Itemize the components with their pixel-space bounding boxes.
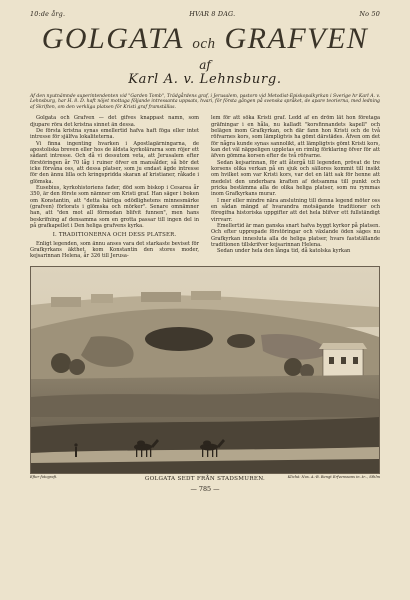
title-connector: och — [192, 36, 216, 52]
title-grafven: GRAFVEN — [224, 22, 369, 55]
paragraph: Sedan under hela den långa tid, då katolska kyrkan — [217, 248, 351, 255]
paragraph: I mer eller mindre nära anslutning till denna legend möter oss en sådan mängd af hvarandra motsägande traditioner och föregifna historiska uppgifter att det hela blifver ett fullständigt virrvarr. — [211, 197, 380, 223]
running-header — [30, 10, 380, 18]
page-number: — 785 — — [190, 484, 220, 493]
article-title — [30, 24, 380, 59]
photo-credit-right: Klichá: Nos. A.-B. Bengt Erfvenssons in..tr.., Sthlm — [287, 474, 380, 479]
photo-credit-left: Efter fotografi. — [30, 474, 58, 479]
paragraph: De första kristna synas emellertid hafva haft föga eller intet intresse för själfva lokaliteterna. — [30, 127, 199, 141]
photo-illustration — [31, 267, 379, 473]
editorial-intro: Af den nyutnämnde superintendenten vid "Garden Tomb", Trädgårdens graf, i Jerusalem, pastorn vid Metodist-Episkopalkyrkan i Sverige hr Karl A. v. Lehnsburg, har H. 8. D. haft nöjet mottaga följande intressanta uppsats, hvari, för första gången på svenska språket, de apare teorierna, med ledning af Skriften, om den verkliga platsen för Kristi graf framställas. — [30, 94, 380, 110]
author-byline: Karl A. v. Lehnsburg. — [128, 72, 282, 87]
paragraph: Emellertid är man ganska snart hafva byggt kyrkor på platsen. Och efter upprepade förstöringar och växlande öden såges nu Grafkyrkan innesluta alla de heliga platser, hvars fastställande traditionen tillskrifver kejsarinnan Helena. — [211, 223, 380, 249]
volume-label: 10:de årg. — [30, 10, 66, 18]
left-column — [30, 115, 199, 260]
title-af: af — [199, 58, 211, 72]
title-golgata: GOLGATA — [41, 22, 184, 55]
paragraph: Sedan kejsarinnan, för att återgå till legenden, prövat de tre korsens olika verkan på en sjuk och sällores kommit till insikt om hvilket som var Kristi kors, var det en lätt sak för henne att medelst den underbara kraften af detsamma till punkt och pricka bestämma alla de olika heliga platser, som nu rymmas inom Grafkyrkans murar. — [211, 159, 380, 198]
paragraph: Vi finna ingenting hvarken i Apostlagärningarna, de apostoliska breven eller hos de äldsta kyrkolärarna som röjer ett sådant intresse. Och då vi dessutom veta, att Jerusalem efter förstöringen år 70 låg i ruiner öfver en mansålder, så bör det icke förvåna oss, att dessa platser, som ju endast ägde intresse för den ännu lilla och kringspridda skaran af kristianer, råkade i glömska. — [30, 140, 199, 185]
golgata-photograph — [30, 266, 380, 474]
section-heading: I. TRADITIONERNA OCH DESS PLATSER. — [52, 232, 177, 239]
article-columns — [30, 115, 380, 260]
publication-name: HVAR 8 DAG. — [189, 10, 236, 18]
paragraph: Eusebius, kyrkohistoriens fader, död som biskop i Cesarea år 350, är den förste som nämner om Kristi graf. Han säger i boken om Konstantin, att "detta härliga odödlighetens minnesmärke (grafven) förlorats i glömska och mörker". Senare omnämner han, att "den mot all förmodan blifvit funnen", men hans beskrifning af densamma som en grotta passar till ingen del in på grafkapellet i Den heliga grafvens kyrka. — [30, 185, 199, 230]
paragraph: lem för att söka Kristi graf. Ledd af en dröm lät hon företaga gräfningar i en håla, nu kalladt "korsfinnandets kapell" och belägen inom Grafkyrkan, och där fann hon Kristi och de två röfvarnes kors, som lämpligtvis ha gömt därstädes. Äfven om det för några kunde synas sannolikt, att lämpligtvis gömt Kristi kors, kan det väl näppeligen uppletas en rimlig förklaring öfver för att äfven gömma korsen efter de två röfvarne. — [211, 115, 380, 160]
paragraph: Enligt legenden, som ännu anses vara det starkaste beviset för Grafkyrkans äkthet, kom Konstantin den stores moder, kejsarinnan Helena, år 326 till Jerusa- — [30, 240, 199, 260]
paragraph: Golgata och Grafven — det gifves knappast namn, som djupare röra det kristna sinnet än dessa. — [30, 115, 199, 128]
photo-caption: GOLGATA SEDT FRÅN STADSMUREN. — [144, 475, 266, 482]
issue-number: No 50 — [359, 10, 380, 18]
right-column — [211, 115, 380, 260]
